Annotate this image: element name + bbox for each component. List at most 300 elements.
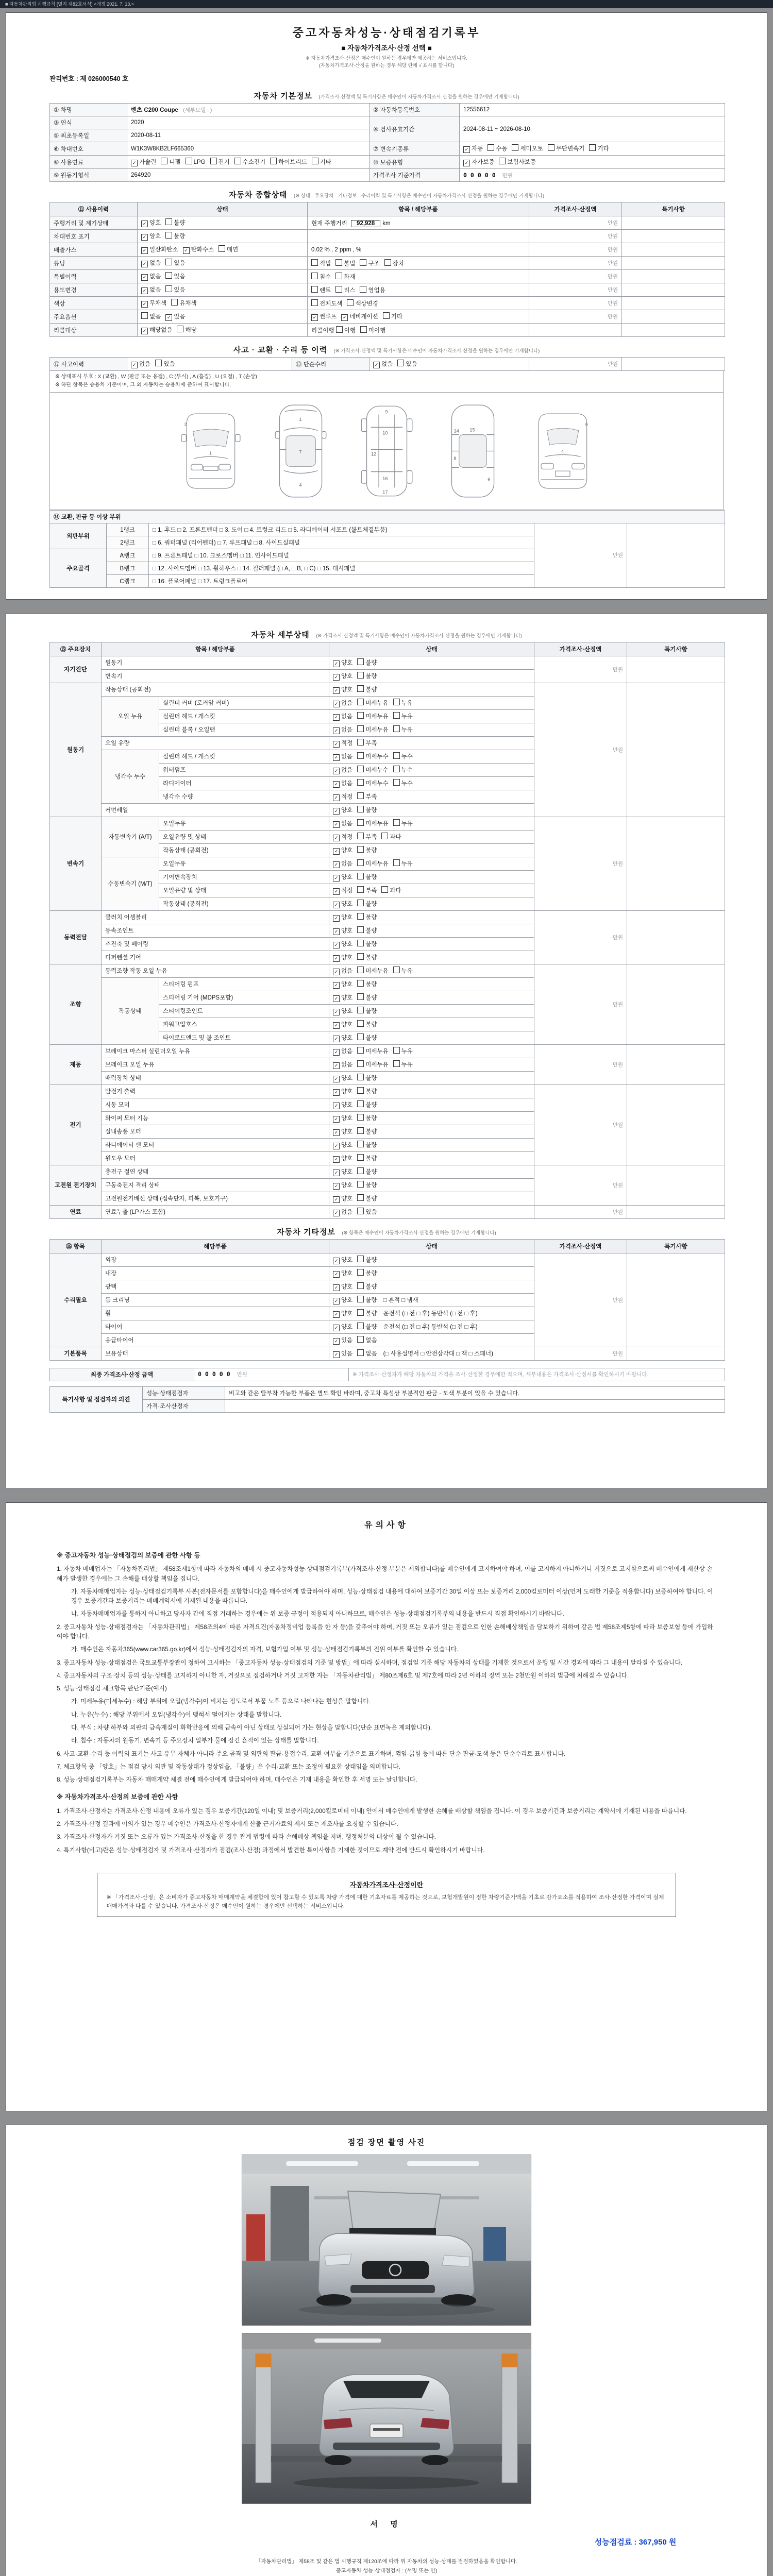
checkbox-option[interactable]	[165, 285, 185, 294]
checkbox-option[interactable]	[333, 1154, 352, 1163]
checkbox-icon[interactable]	[393, 1060, 400, 1067]
checkbox-icon[interactable]	[357, 859, 364, 866]
checkbox-icon[interactable]	[311, 299, 318, 306]
checkbox-option[interactable]	[357, 886, 377, 894]
checkbox-icon[interactable]	[234, 158, 241, 164]
checkbox-option[interactable]	[357, 953, 377, 961]
checkbox-icon[interactable]	[165, 285, 172, 292]
checkbox-option[interactable]	[360, 326, 385, 334]
checkbox-icon[interactable]	[357, 1074, 364, 1080]
checkbox-icon[interactable]	[357, 953, 364, 960]
checkbox-icon[interactable]	[357, 980, 364, 987]
checkbox-option[interactable]	[357, 1269, 377, 1277]
checkbox-icon[interactable]	[357, 1336, 364, 1343]
checkbox-icon[interactable]: ✓	[333, 1311, 340, 1318]
checkbox-icon[interactable]: ✓	[333, 1210, 340, 1216]
checkbox-option[interactable]	[141, 218, 161, 227]
checkbox-icon[interactable]: ✓	[333, 1271, 340, 1278]
checkbox-option[interactable]	[512, 144, 543, 152]
checkbox-icon[interactable]: ✓	[333, 687, 340, 694]
checkbox-option[interactable]	[357, 806, 377, 814]
checkbox-option[interactable]	[357, 1256, 377, 1264]
checkbox-option[interactable]	[141, 259, 161, 267]
checkbox-icon[interactable]	[357, 913, 364, 920]
checkbox-icon[interactable]: ✓	[131, 362, 138, 368]
checkbox-icon[interactable]: ✓	[333, 714, 340, 721]
checkbox-option[interactable]	[335, 286, 355, 294]
checkbox-option[interactable]	[141, 272, 161, 281]
checkbox-icon[interactable]: ✓	[333, 1143, 340, 1149]
checkbox-icon[interactable]	[589, 144, 596, 151]
checkbox-icon[interactable]: ✓	[333, 1258, 340, 1264]
checkbox-icon[interactable]	[357, 1194, 364, 1201]
checkbox-icon[interactable]	[357, 1100, 364, 1107]
checkbox-option[interactable]	[333, 699, 352, 707]
checkbox-icon[interactable]	[161, 158, 167, 164]
checkbox-option[interactable]	[360, 259, 379, 267]
checkbox-option[interactable]	[155, 360, 175, 368]
checkbox-option[interactable]	[333, 779, 352, 788]
checkbox-option[interactable]	[311, 273, 331, 281]
checkbox-icon[interactable]: ✓	[333, 660, 340, 667]
checkbox-option[interactable]	[131, 158, 156, 166]
checkbox-option[interactable]	[335, 259, 355, 267]
checkbox-icon[interactable]	[393, 766, 400, 772]
checkbox-option[interactable]	[397, 360, 417, 368]
checkbox-option[interactable]	[210, 158, 230, 166]
checkbox-icon[interactable]: ✓	[333, 915, 340, 922]
checkbox-option[interactable]	[357, 1074, 377, 1082]
checkbox-icon[interactable]: ✓	[141, 234, 148, 241]
checkbox-option[interactable]	[141, 326, 172, 334]
checkbox-icon[interactable]	[357, 926, 364, 933]
checkbox-icon[interactable]: ✓	[333, 1196, 340, 1203]
checkbox-icon[interactable]: ✓	[333, 1036, 340, 1042]
checkbox-option[interactable]	[357, 672, 377, 680]
checkbox-option[interactable]	[357, 1309, 377, 1317]
checkbox-icon[interactable]: ✓	[333, 1009, 340, 1015]
checkbox-icon[interactable]: ✓	[141, 247, 148, 254]
checkbox-icon[interactable]: ✓	[333, 1156, 340, 1163]
checkbox-option[interactable]	[393, 766, 413, 774]
checkbox-option[interactable]	[357, 1033, 377, 1042]
checkbox-icon[interactable]: ✓	[463, 146, 470, 153]
checkbox-icon[interactable]	[357, 1323, 364, 1329]
checkbox-option[interactable]	[333, 953, 352, 962]
checkbox-icon[interactable]	[165, 232, 172, 239]
checkbox-icon[interactable]	[360, 286, 366, 293]
checkbox-option[interactable]	[357, 1007, 377, 1015]
checkbox-option[interactable]	[165, 312, 185, 321]
checkbox-icon[interactable]	[357, 1309, 364, 1316]
checkbox-option[interactable]	[383, 312, 402, 320]
checkbox-option[interactable]	[333, 1114, 352, 1123]
checkbox-option[interactable]	[357, 685, 377, 693]
checkbox-icon[interactable]: ✓	[333, 928, 340, 935]
checkbox-icon[interactable]	[397, 360, 404, 366]
checkbox-icon[interactable]: ✓	[333, 1089, 340, 1096]
checkbox-icon[interactable]	[357, 1127, 364, 1134]
checkbox-icon[interactable]: ✓	[333, 888, 340, 895]
checkbox-option[interactable]	[393, 819, 413, 827]
checkbox-option[interactable]	[333, 940, 352, 948]
checkbox-icon[interactable]	[357, 658, 364, 665]
checkbox-icon[interactable]	[357, 752, 364, 759]
checkbox-icon[interactable]: ✓	[333, 875, 340, 882]
checkbox-option[interactable]	[548, 144, 585, 152]
checkbox-icon[interactable]	[357, 1141, 364, 1147]
checkbox-option[interactable]	[357, 1100, 377, 1109]
checkbox-option[interactable]	[357, 873, 377, 881]
checkbox-option[interactable]	[463, 144, 483, 153]
checkbox-icon[interactable]: ✓	[333, 995, 340, 1002]
checkbox-icon[interactable]: ✓	[333, 808, 340, 815]
checkbox-option[interactable]	[341, 312, 378, 321]
checkbox-option[interactable]	[333, 1194, 352, 1203]
checkbox-option[interactable]	[333, 1256, 352, 1264]
checkbox-option[interactable]	[357, 1154, 377, 1162]
checkbox-option[interactable]	[270, 158, 307, 166]
checkbox-option[interactable]	[357, 1114, 377, 1122]
checkbox-option[interactable]	[333, 1100, 352, 1109]
checkbox-icon[interactable]	[357, 900, 364, 906]
checkbox-option[interactable]	[311, 312, 337, 321]
checkbox-option[interactable]	[333, 739, 352, 748]
checkbox-option[interactable]	[333, 725, 352, 734]
checkbox-option[interactable]	[393, 1047, 413, 1055]
checkbox-option[interactable]	[347, 299, 378, 308]
checkbox-icon[interactable]	[499, 158, 506, 164]
checkbox-option[interactable]	[165, 272, 185, 280]
checkbox-icon[interactable]	[384, 259, 391, 266]
checkbox-icon[interactable]	[357, 1020, 364, 1027]
checkbox-option[interactable]	[357, 1323, 377, 1331]
checkbox-option[interactable]	[333, 886, 352, 895]
checkbox-option[interactable]	[357, 819, 388, 827]
checkbox-icon[interactable]	[357, 685, 364, 692]
checkbox-icon[interactable]	[312, 158, 318, 164]
checkbox-icon[interactable]: ✓	[141, 287, 148, 294]
checkbox-option[interactable]	[357, 1141, 377, 1149]
checkbox-option[interactable]	[357, 1181, 377, 1189]
checkbox-icon[interactable]: ✓	[333, 781, 340, 788]
checkbox-icon[interactable]	[360, 259, 366, 266]
checkbox-option[interactable]	[357, 1060, 388, 1069]
checkbox-option[interactable]	[357, 1127, 377, 1136]
checkbox-option[interactable]	[589, 144, 609, 152]
checkbox-option[interactable]	[357, 940, 377, 948]
checkbox-option[interactable]	[357, 752, 388, 760]
checkbox-icon[interactable]	[357, 1007, 364, 1013]
checkbox-option[interactable]	[357, 712, 388, 720]
checkbox-option[interactable]	[357, 658, 377, 667]
checkbox-icon[interactable]: ✓	[333, 1284, 340, 1291]
checkbox-icon[interactable]	[357, 1154, 364, 1161]
checkbox-icon[interactable]: ✓	[141, 261, 148, 267]
checkbox-option[interactable]	[333, 833, 352, 841]
checkbox-icon[interactable]	[393, 725, 400, 732]
checkbox-option[interactable]	[357, 1020, 377, 1028]
checkbox-icon[interactable]	[357, 1060, 364, 1067]
checkbox-icon[interactable]: ✓	[333, 969, 340, 975]
checkbox-option[interactable]	[393, 779, 413, 787]
checkbox-icon[interactable]	[357, 1047, 364, 1054]
checkbox-icon[interactable]	[393, 779, 400, 786]
checkbox-icon[interactable]: ✓	[165, 314, 172, 321]
checkbox-icon[interactable]: ✓	[333, 955, 340, 962]
checkbox-option[interactable]	[333, 1181, 352, 1190]
checkbox-option[interactable]	[499, 158, 536, 166]
checkbox-option[interactable]	[357, 980, 377, 988]
checkbox-icon[interactable]	[357, 712, 364, 719]
checkbox-icon[interactable]	[357, 967, 364, 973]
checkbox-icon[interactable]: ✓	[333, 1298, 340, 1304]
checkbox-option[interactable]	[357, 1087, 377, 1095]
checkbox-icon[interactable]: ✓	[141, 221, 148, 227]
checkbox-icon[interactable]	[357, 725, 364, 732]
checkbox-option[interactable]	[357, 739, 377, 747]
checkbox-icon[interactable]: ✓	[141, 301, 148, 308]
checkbox-option[interactable]	[333, 1060, 352, 1069]
checkbox-icon[interactable]: ✓	[333, 1183, 340, 1190]
checkbox-option[interactable]	[333, 1141, 352, 1149]
checkbox-option[interactable]	[333, 819, 352, 828]
checkbox-icon[interactable]: ✓	[141, 274, 148, 281]
checkbox-icon[interactable]: ✓	[373, 362, 380, 368]
checkbox-icon[interactable]: ✓	[333, 1062, 340, 1069]
checkbox-option[interactable]	[393, 699, 413, 707]
checkbox-option[interactable]	[333, 1208, 352, 1216]
checkbox-option[interactable]	[333, 1349, 352, 1358]
checkbox-icon[interactable]	[357, 806, 364, 812]
checkbox-option[interactable]	[393, 859, 413, 868]
checkbox-option[interactable]	[183, 245, 214, 254]
checkbox-option[interactable]	[171, 299, 196, 307]
checkbox-icon[interactable]	[357, 1208, 364, 1214]
checkbox-icon[interactable]	[357, 699, 364, 705]
checkbox-option[interactable]	[333, 1296, 352, 1304]
checkbox-icon[interactable]: ✓	[333, 1338, 340, 1345]
checkbox-option[interactable]	[333, 913, 352, 922]
checkbox-icon[interactable]	[357, 672, 364, 679]
checkbox-option[interactable]	[333, 685, 352, 694]
checkbox-icon[interactable]	[393, 712, 400, 719]
checkbox-icon[interactable]: ✓	[333, 861, 340, 868]
checkbox-icon[interactable]	[488, 144, 494, 151]
checkbox-option[interactable]	[311, 259, 331, 267]
checkbox-option[interactable]	[165, 218, 185, 227]
checkbox-icon[interactable]	[381, 833, 388, 839]
checkbox-icon[interactable]: ✓	[333, 1351, 340, 1358]
checkbox-option[interactable]	[177, 326, 196, 334]
checkbox-icon[interactable]: ✓	[333, 1129, 340, 1136]
checkbox-icon[interactable]: ✓	[333, 1170, 340, 1176]
checkbox-option[interactable]	[357, 913, 377, 921]
checkbox-option[interactable]	[333, 1074, 352, 1082]
checkbox-icon[interactable]	[393, 752, 400, 759]
checkbox-option[interactable]	[333, 806, 352, 815]
checkbox-option[interactable]	[393, 725, 413, 734]
checkbox-icon[interactable]	[357, 1167, 364, 1174]
checkbox-icon[interactable]	[357, 993, 364, 1000]
checkbox-icon[interactable]	[357, 1114, 364, 1121]
checkbox-icon[interactable]	[393, 967, 400, 973]
checkbox-icon[interactable]: ✓	[183, 247, 190, 254]
checkbox-option[interactable]	[311, 286, 331, 294]
checkbox-icon[interactable]	[357, 1181, 364, 1188]
checkbox-icon[interactable]	[165, 259, 172, 265]
checkbox-option[interactable]	[312, 158, 331, 166]
checkbox-icon[interactable]	[335, 286, 342, 293]
checkbox-icon[interactable]	[155, 360, 162, 366]
checkbox-option[interactable]	[141, 245, 178, 254]
checkbox-icon[interactable]: ✓	[333, 674, 340, 681]
checkbox-icon[interactable]	[357, 1349, 364, 1356]
checkbox-option[interactable]	[357, 725, 388, 734]
checkbox-icon[interactable]	[357, 1282, 364, 1289]
checkbox-icon[interactable]	[357, 1269, 364, 1276]
checkbox-icon[interactable]	[512, 144, 518, 151]
checkbox-icon[interactable]	[165, 272, 172, 279]
checkbox-option[interactable]	[333, 672, 352, 681]
checkbox-icon[interactable]	[165, 218, 172, 225]
checkbox-option[interactable]	[141, 232, 161, 241]
checkbox-option[interactable]	[333, 1309, 352, 1318]
checkbox-option[interactable]	[333, 658, 352, 667]
checkbox-icon[interactable]	[357, 1033, 364, 1040]
checkbox-icon[interactable]	[347, 299, 354, 306]
checkbox-icon[interactable]	[177, 326, 183, 332]
checkbox-option[interactable]	[357, 926, 377, 935]
checkbox-icon[interactable]	[336, 326, 343, 333]
checkbox-option[interactable]	[381, 886, 401, 894]
checkbox-option[interactable]	[357, 1208, 377, 1216]
checkbox-option[interactable]	[234, 158, 265, 166]
checkbox-option[interactable]	[336, 326, 356, 334]
checkbox-option[interactable]	[333, 1269, 352, 1278]
checkbox-option[interactable]	[333, 926, 352, 935]
checkbox-icon[interactable]	[357, 1296, 364, 1302]
checkbox-icon[interactable]: ✓	[333, 701, 340, 707]
checkbox-option[interactable]	[333, 752, 352, 761]
checkbox-icon[interactable]	[357, 739, 364, 745]
checkbox-icon[interactable]	[335, 259, 342, 266]
checkbox-icon[interactable]	[357, 1087, 364, 1094]
checkbox-option[interactable]	[357, 1336, 377, 1344]
checkbox-icon[interactable]	[357, 819, 364, 826]
checkbox-icon[interactable]: ✓	[333, 902, 340, 908]
checkbox-icon[interactable]: ✓	[333, 821, 340, 828]
checkbox-option[interactable]	[161, 158, 180, 166]
checkbox-icon[interactable]: ✓	[311, 314, 318, 321]
checkbox-icon[interactable]	[548, 144, 554, 151]
checkbox-option[interactable]	[141, 299, 166, 308]
checkbox-option[interactable]	[333, 873, 352, 882]
checkbox-icon[interactable]	[186, 158, 192, 164]
checkbox-option[interactable]	[357, 1167, 377, 1176]
checkbox-option[interactable]	[357, 1047, 388, 1055]
checkbox-icon[interactable]	[357, 766, 364, 772]
checkbox-option[interactable]	[333, 993, 352, 1002]
checkbox-icon[interactable]	[357, 1256, 364, 1262]
checkbox-icon[interactable]: ✓	[333, 1076, 340, 1082]
checkbox-icon[interactable]	[393, 859, 400, 866]
checkbox-option[interactable]	[357, 699, 388, 707]
checkbox-option[interactable]	[357, 859, 388, 868]
checkbox-icon[interactable]	[210, 158, 217, 164]
checkbox-option[interactable]	[357, 766, 388, 774]
checkbox-icon[interactable]	[393, 1047, 400, 1054]
checkbox-option[interactable]	[357, 1282, 377, 1291]
checkbox-icon[interactable]: ✓	[333, 835, 340, 841]
checkbox-icon[interactable]	[311, 286, 318, 293]
checkbox-icon[interactable]	[357, 833, 364, 839]
checkbox-icon[interactable]: ✓	[333, 1103, 340, 1109]
checkbox-icon[interactable]	[357, 873, 364, 879]
checkbox-option[interactable]	[381, 833, 401, 841]
checkbox-option[interactable]	[333, 967, 352, 975]
checkbox-option[interactable]	[333, 1127, 352, 1136]
checkbox-option[interactable]	[488, 144, 507, 152]
checkbox-option[interactable]	[357, 900, 377, 908]
checkbox-option[interactable]	[393, 1060, 413, 1069]
checkbox-option[interactable]	[131, 360, 150, 368]
checkbox-option[interactable]	[463, 158, 494, 166]
checkbox-option[interactable]	[357, 833, 377, 841]
checkbox-icon[interactable]	[335, 273, 342, 279]
checkbox-icon[interactable]	[360, 326, 367, 333]
checkbox-icon[interactable]: ✓	[333, 942, 340, 948]
checkbox-icon[interactable]	[311, 259, 318, 266]
checkbox-option[interactable]	[333, 846, 352, 855]
checkbox-icon[interactable]	[357, 779, 364, 786]
checkbox-option[interactable]	[141, 285, 161, 294]
checkbox-option[interactable]	[333, 859, 352, 868]
checkbox-option[interactable]	[357, 993, 377, 1002]
checkbox-option[interactable]	[311, 299, 342, 308]
checkbox-option[interactable]	[165, 232, 185, 240]
checkbox-option[interactable]	[333, 980, 352, 989]
checkbox-option[interactable]	[333, 1033, 352, 1042]
checkbox-icon[interactable]	[171, 299, 178, 306]
checkbox-option[interactable]	[393, 752, 413, 760]
checkbox-icon[interactable]	[311, 273, 318, 279]
checkbox-option[interactable]	[357, 846, 377, 854]
checkbox-option[interactable]	[373, 360, 393, 368]
checkbox-option[interactable]	[333, 712, 352, 721]
checkbox-option[interactable]	[333, 792, 352, 801]
checkbox-option[interactable]	[393, 967, 413, 975]
checkbox-option[interactable]	[393, 712, 413, 720]
checkbox-icon[interactable]: ✓	[333, 727, 340, 734]
checkbox-option[interactable]	[333, 766, 352, 774]
checkbox-icon[interactable]	[393, 699, 400, 705]
checkbox-option[interactable]	[360, 286, 385, 294]
checkbox-icon[interactable]: ✓	[333, 982, 340, 989]
checkbox-icon[interactable]: ✓	[333, 768, 340, 774]
checkbox-icon[interactable]	[270, 158, 277, 164]
checkbox-icon[interactable]: ✓	[341, 314, 348, 321]
checkbox-option[interactable]	[165, 259, 185, 267]
checkbox-icon[interactable]: ✓	[333, 848, 340, 855]
checkbox-option[interactable]	[333, 1020, 352, 1029]
checkbox-option[interactable]	[384, 259, 404, 267]
checkbox-option[interactable]	[333, 1167, 352, 1176]
checkbox-option[interactable]	[333, 900, 352, 908]
checkbox-option[interactable]	[357, 967, 388, 975]
checkbox-icon[interactable]: ✓	[333, 794, 340, 801]
checkbox-icon[interactable]	[357, 940, 364, 946]
